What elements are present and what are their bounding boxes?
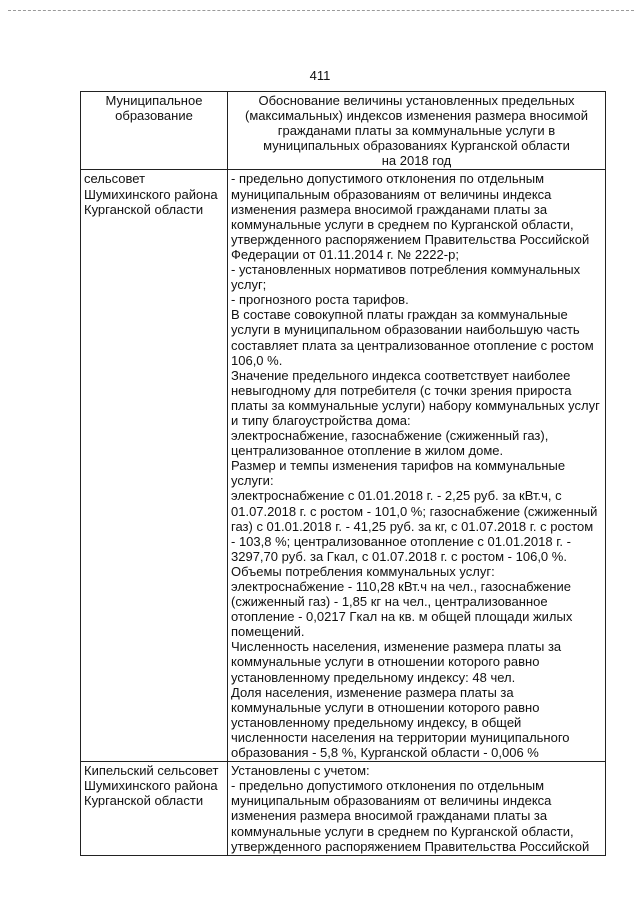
text-line: коммунальные услуги в отношении которого равно xyxy=(231,699,540,715)
text-line: Численность населения, изменение размера платы за xyxy=(231,639,562,655)
text-line: Доля населения, изменение размера платы за xyxy=(231,684,514,700)
text-line: утвержденного распоряжением Правительства Российской xyxy=(231,838,590,854)
text-line: - прогнозного роста тарифов. xyxy=(231,292,409,308)
municipality-cell: Кипельский сельсовет Шумихинского района Курганской области xyxy=(81,762,228,856)
text-line: услуги в муниципальном образовании наибольшую часть xyxy=(231,322,580,338)
text-line: установленному предельному индексу, в общей xyxy=(231,714,522,730)
text-line: 3297,70 руб. за Гкал, с 01.07.2018 г. с ростом - 106,0 %. xyxy=(231,548,567,564)
header-municipality: Муниципальное образование xyxy=(81,92,228,170)
text-line: муниципальным образованиям от величины индекса xyxy=(231,793,552,809)
text-line: платы за коммунальные услуги) набору коммунальных услуг xyxy=(231,397,600,413)
table-header-row xyxy=(81,92,606,170)
text-line: коммунальные услуги в отношении которого равно xyxy=(231,654,540,670)
text-line: установленному предельному индексу: 48 чел. xyxy=(231,669,516,685)
table-row xyxy=(81,762,606,856)
text-line: - предельно допустимого отклонения по отдельным xyxy=(231,171,545,187)
text-line: газ) с 01.01.2018 г. - 41,25 руб. за кг, с 01.07.2018 г. с ростом xyxy=(231,518,594,534)
text-line: электроснабжение, газоснабжение (сжиженный газ), xyxy=(231,428,549,444)
text-line: - предельно допустимого отклонения по отдельным xyxy=(231,778,545,794)
page-number: 411 xyxy=(309,68,331,83)
tariff-index-table xyxy=(80,91,606,856)
table-row xyxy=(81,170,606,762)
text-line: услуги: xyxy=(231,473,274,489)
text-line: и типу благоустройства дома: xyxy=(231,412,411,428)
text-line: изменения размера вносимой гражданами платы за xyxy=(231,808,548,824)
text-line: муниципальным образованиям от величины индекса xyxy=(231,186,552,202)
justification-cell xyxy=(228,170,606,762)
text-line: электроснабжение - 110,28 кВт.ч на чел., газоснабжение xyxy=(231,579,572,594)
text-line: изменения размера вносимой гражданами платы за xyxy=(231,201,548,217)
text-line: образования - 5,8 %, Курганской области - 0,006 % xyxy=(231,745,539,761)
text-line: услуг; xyxy=(231,277,267,293)
text-line: (сжиженный газ) - 1,85 кг на чел., централизованное xyxy=(231,594,548,610)
text-line: Объемы потребления коммунальных услуг: xyxy=(231,563,495,579)
text-line: помещений. xyxy=(231,624,305,640)
text-line: 01.07.2018 г. с ростом - 101,0 %; газоснабжение (сжиженный xyxy=(231,503,598,519)
text-line: - установленных нормативов потребления коммунальных xyxy=(231,262,581,278)
text-line: Значение предельного индекса соответствует наиболее xyxy=(231,367,571,383)
text-line: коммунальные услуги в среднем по Курганской области, xyxy=(231,823,574,839)
text-line: утвержденного распоряжением Правительства Российской xyxy=(231,231,590,247)
text-line: численности населения на территории муниципального xyxy=(231,729,570,745)
text-line: В составе совокупной платы граждан за коммунальные xyxy=(231,307,568,323)
text-line: 106,0 %. xyxy=(231,352,283,368)
municipality-cell: сельсовет Шумихинского района Курганской области xyxy=(81,170,228,762)
text-line: отопление - 0,0217 Гкал на кв. м общей площади жилых xyxy=(231,609,573,625)
text-line: централизованное отопление в жилом доме. xyxy=(231,443,504,459)
text-line: коммунальные услуги в среднем по Курганской области, xyxy=(231,216,574,232)
text-line: составляет плата за централизованное отопление с ростом xyxy=(231,337,594,353)
justification-cell xyxy=(228,762,606,856)
text-line: Размер и темпы изменения тарифов на коммунальные xyxy=(231,458,566,474)
text-line: невыгодному для потребителя (с точки зрения прироста xyxy=(231,382,572,398)
text-line: Федерации от 01.11.2014 г. № 2222-р; xyxy=(231,246,459,262)
text-line: - 103,8 %; централизованное отопление с 01.01.2018 г. - xyxy=(231,533,571,549)
text-line: Установлены с учетом: xyxy=(231,763,370,779)
text-line: электроснабжение с 01.01.2018 г. - 2,25 руб. за кВт.ч, с xyxy=(231,488,562,504)
header-justification: Обоснование величины установленных предельных (максимальных) индексов изменения размера вносимой гражданами платы за коммунальные услуги в муниципальных образованиях Курганской области на 2018 год xyxy=(228,92,606,170)
scan-edge-line xyxy=(8,10,634,11)
